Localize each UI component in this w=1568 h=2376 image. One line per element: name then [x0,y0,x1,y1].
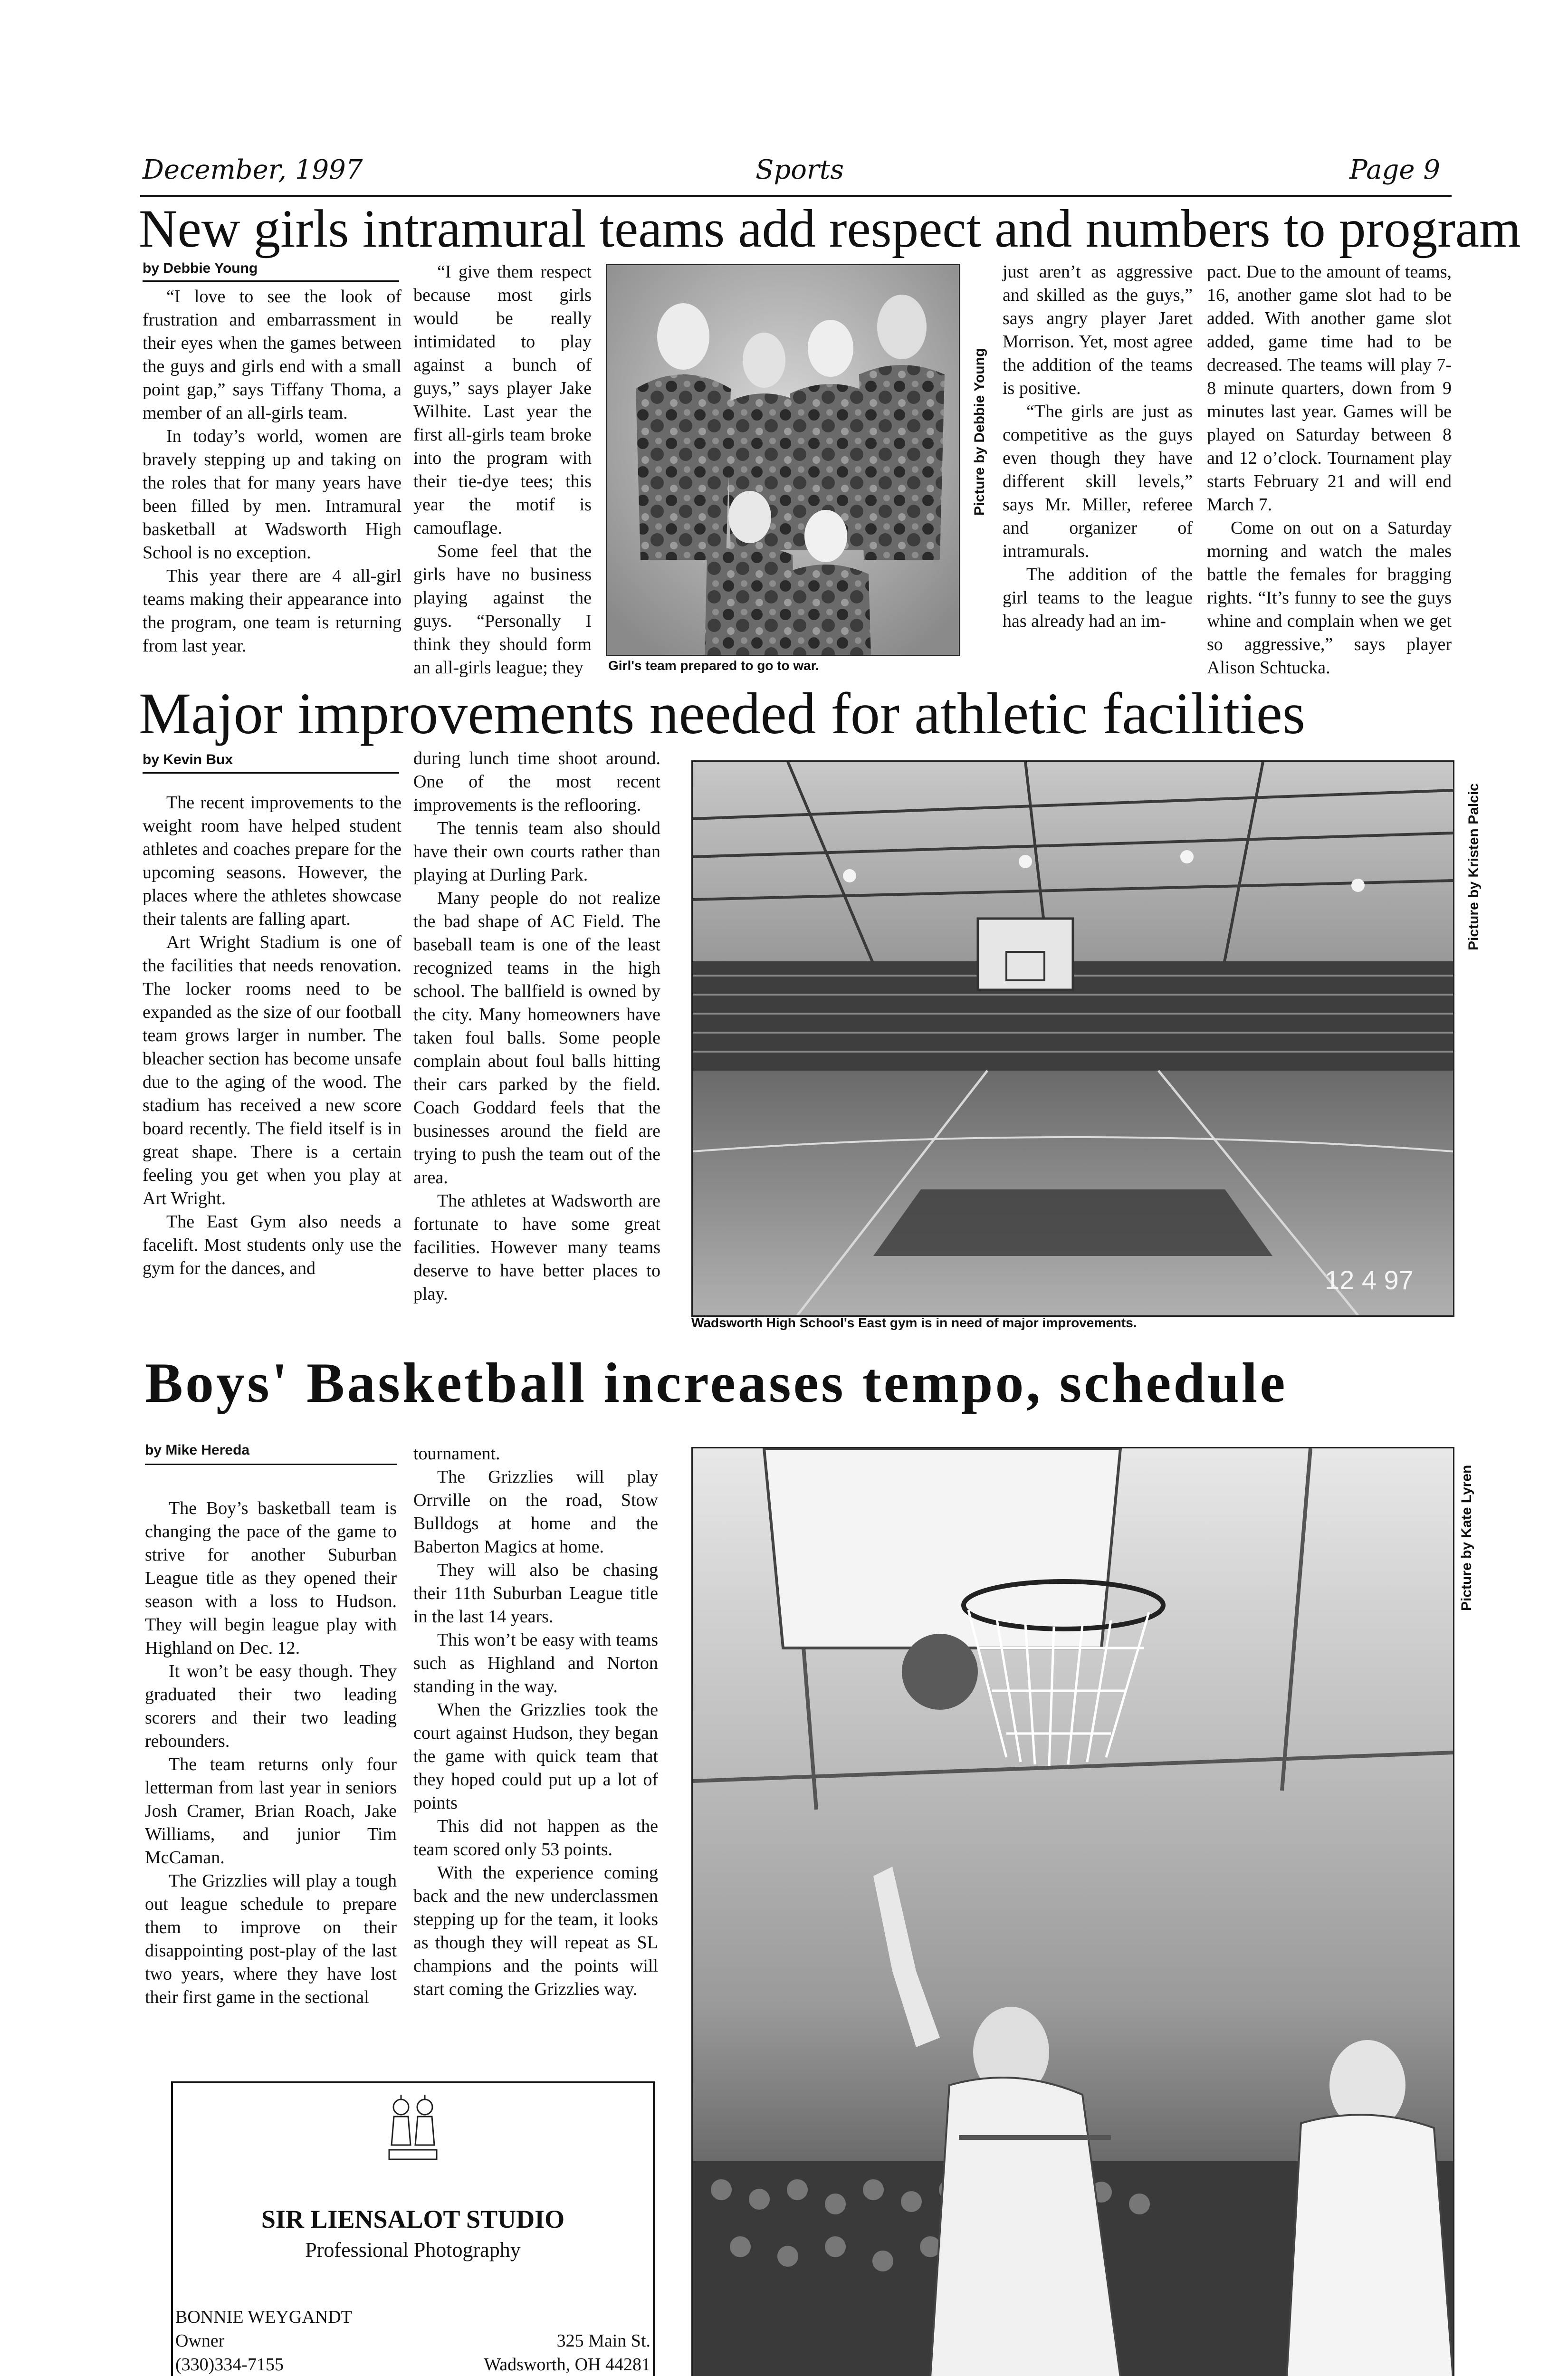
paragraph: The Boy’s basketball team is changing the pace of the game to strive for another Suburban League title as they opened their season with a loss to Hudson. They will begin league play with Highland on Dec. 12. [145,1498,397,1658]
article3-column-1 [145,1497,397,2009]
paragraph: “I give them respect because most girls would be really intimidated to play against a bunch of guys,” says player Jake Wilhite. Last year the first all-girls team broke into the program with their tie-dye tees; this year the motif is camouflage. [413,262,592,538]
paragraph: The tennis team also should have their own courts rather than playing at Durling Park. [413,818,660,885]
basketball-warmup-photo [691,1447,1454,2376]
headline-girls-intramural: New girls intramural teams add respect and numbers to program [139,199,1521,259]
paragraph: Some feel that the girls have no business playing against the guys. “Personally I think they should form an all-girls league; they [413,541,592,678]
basketball-warmup-photo-image [693,1448,1453,2376]
east-gym-photo [691,760,1454,1317]
page-number: Page 9 [1349,154,1440,185]
paragraph: Art Wright Stadium is one of the facilities that needs renovation. The locker rooms need to be expanded as the size of our football team grows larger in number. The bleacher section has become unsafe due to the aging of the wood. The stadium has received a new score board recently. The field itself is in great shape. There is a certain feeling you get when you play at Art Wright. [143,932,402,1208]
issue-date: December, 1997 [143,154,363,185]
paragraph: This year there are 4 all-girl teams making their appearance into the program, one team is returning from last year. [143,566,402,656]
paragraph: The recent improvements to the weight room have helped student athletes and coaches prepare for the upcoming seasons. However, the places where the athletes showcase their talents are falling apart. [143,793,402,929]
girls-photo-caption: Girl's team prepared to go to war. [608,658,819,673]
byline-mike-hereda: by Mike Hereda [145,1442,250,1458]
paragraph: during lunch time shoot around. One of the most recent improvements is the reflooring. [413,748,660,815]
header-rule [140,195,1452,197]
gym-photo-caption: Wadsworth High School's East gym is in need of major improvements. [691,1315,1137,1330]
paragraph: With the experience coming back and the new underclassmen stepping up for the team, it looks as though they will repeat as SL champions and the points will start coming the Grizzlies way. [413,1863,658,1999]
paragraph: “I love to see the look of frustration and embarrassment in their eyes when the games between the guys and girls end with a small point gap,” says Tiffany Thoma, a member of an all-girls team. [143,287,402,423]
section-name: Sports [755,154,844,185]
byline-rule [143,772,399,774]
article2-column-1 [143,791,402,1280]
basketball-photo-credit: Picture by Kate Lyren [1459,1465,1474,1611]
paragraph: This did not happen as the team scored only 53 points. [413,1816,658,1859]
article3-column-2 [413,1442,658,2001]
paragraph: tournament. [413,1444,500,1464]
article1-column-3 [1003,260,1193,633]
photo-date-stamp: 12 4 97 [1325,1265,1414,1295]
headline-athletic-facilities: Major improvements needed for athletic facilities [139,681,1305,746]
paragraph: The Grizzlies will play a tough out league schedule to prepare them to improve on their disappointing post-play of the last two years, where they have lost their first game in the sectional [145,1871,397,2007]
paragraph: “The girls are just as competitive as the guys even though they have different skill levels,” says Mr. Miller, referee and organizer of intramurals. [1003,402,1193,561]
girls-team-photo [606,264,960,656]
byline-kevin-bux: by Kevin Bux [143,752,233,767]
article1-column-1 [143,285,402,658]
studio-street: 325 Main St. [556,2331,650,2351]
paragraph: The athletes at Wadsworth are fortunate to have some great facilities. However many teams deserve to have better places to play. [413,1191,660,1304]
girls-team-photo-image [607,265,959,655]
paragraph: Come on out on a Saturday morning and watch the males battle the females for bragging rights. “It’s funny to see the guys whine and complain when we get so aggressive,” says player Alison Schtucka. [1207,518,1452,678]
studio-city: Wadsworth, OH 44281 [484,2355,650,2375]
byline-rule [145,1464,397,1465]
studio-advertisement [171,2081,655,2376]
headline-boys-basketball: Boys' Basketball increases tempo, schedule [145,1351,1288,1414]
studio-name: SIR LIENSALOT STUDIO [261,2205,565,2233]
paragraph: The East Gym also needs a facelift. Most students only use the gym for the dances, and [143,1212,402,1278]
girls-photo-credit: Picture by Debbie Young [972,348,987,516]
article1-column-2 [413,260,592,680]
article2-column-2 [413,747,660,1306]
paragraph: When the Grizzlies took the court against Hudson, they began the game with quick team that they hoped could put up a lot of points [413,1700,658,1813]
article1-column-4 [1207,260,1452,680]
paragraph: It won’t be easy though. They graduated their two leading scorers and their two leading rebounders. [145,1661,397,1751]
studio-tagline: Professional Photography [305,2238,521,2261]
paragraph: pact. Due to the amount of teams, 16, another game slot had to be added. With another game slot added, game time had to be decreased. The teams will play 7-8 minute quarters, down from 9 minutes last year. Games will be played on Saturday between 8 and 12 o’clock. Tournament play starts February 21 and will end March 7. [1207,262,1452,515]
paragraph: This won’t be easy with teams such as Highland and Norton standing in the way. [413,1630,658,1696]
paragraph: just aren’t as aggressive and skilled as the guys,” says angry player Jaret Morrison. Yet, most agree the addition of the teams is positive. [1003,262,1193,398]
paragraph: In today’s world, women are bravely stepping up and taking on the roles that for many years have been filled by men. Intramural basketball at Wadsworth High School is no exception. [143,426,402,563]
byline-rule [143,280,399,282]
knight-logo-icon [384,2093,441,2164]
owner-title: Owner [175,2331,225,2351]
owner-name: BONNIE WEYGANDT [175,2307,352,2327]
paragraph: The Grizzlies will play Orrville on the road, Stow Bulldogs at home and the Baberton Magics at home. [413,1467,658,1557]
studio-phone: (330)334-7155 [175,2355,284,2375]
east-gym-photo-image [693,762,1453,1315]
gym-photo-credit: Picture by Kristen Palcic [1466,783,1482,950]
byline-debbie-young: by Debbie Young [143,260,258,276]
paragraph: They will also be chasing their 11th Suburban League title in the last 14 years. [413,1560,658,1627]
paragraph: The addition of the girl teams to the league has already had an im- [1003,565,1193,631]
paragraph: The team returns only four letterman from last year in seniors Josh Cramer, Brian Roach, Jake Williams, and junior Tim McCaman. [145,1754,397,1868]
paragraph: Many people do not realize the bad shape of AC Field. The baseball team is one of the least recognized teams in the high school. The ballfield is owned by the city. Many homeowners have taken foul balls. Some people complain about foul balls hitting their cars parked by the field. Coach Goddard feels that the businesses around the field are trying to push the team out of the area. [413,888,660,1188]
